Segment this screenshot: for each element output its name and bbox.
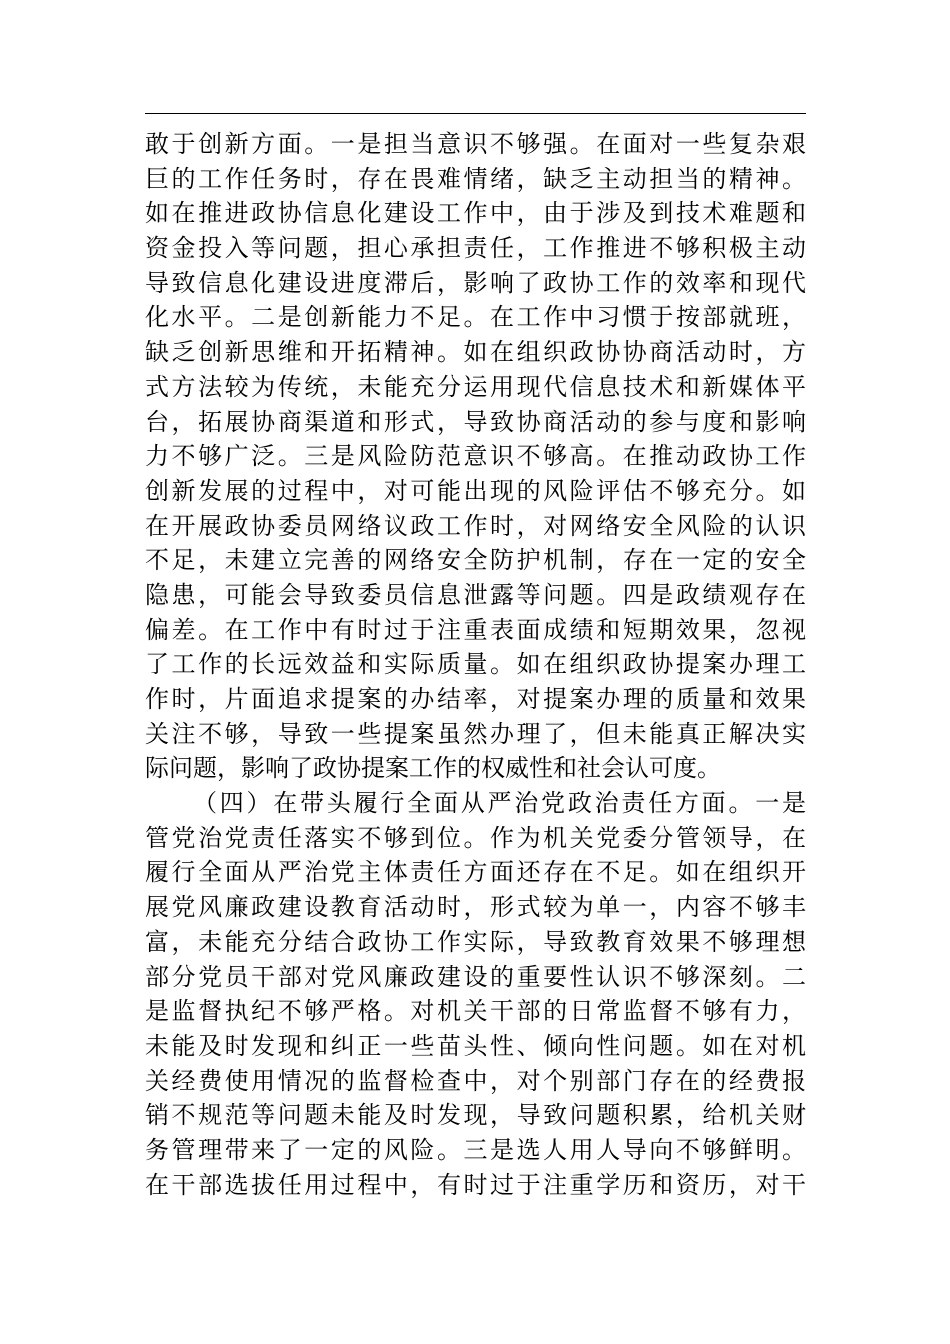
- text-line: 力不够广泛。三是风险防范意识不够高。在推动政协工作: [145, 442, 806, 471]
- text-line: 关注不够，导致一些提案虽然办理了，但未能真正解决实: [145, 719, 806, 748]
- header-rule: [145, 113, 806, 114]
- text-line: 偏差。在工作中有时过于注重表面成绩和短期效果，忽视: [145, 615, 806, 644]
- text-line: 未能及时发现和纠正一些苗头性、倾向性问题。如在对机: [145, 1031, 806, 1060]
- text-line: 展党风廉政建设教育活动时，形式较为单一，内容不够丰: [145, 893, 806, 922]
- text-line: 敢于创新方面。一是担当意识不够强。在面对一些复杂艰: [145, 130, 806, 158]
- text-line: 务管理带来了一定的风险。三是选人用人导向不够鲜明。: [145, 1135, 806, 1164]
- text-line: 销不规范等问题未能及时发现，导致问题积累，给机关财: [145, 1101, 806, 1130]
- text-line: 履行全面从严治党主体责任方面还存在不足。如在组织开: [145, 858, 806, 887]
- text-line: 部分党员干部对党风廉政建设的重要性认识不够深刻。二: [145, 962, 806, 991]
- text-line: 管党治党责任落实不够到位。作为机关党委分管领导，在: [145, 823, 806, 852]
- text-line: 导致信息化建设进度滞后，影响了政协工作的效率和现代: [145, 268, 806, 297]
- text-line: 隐患，可能会导致委员信息泄露等问题。四是政绩观存在: [145, 580, 806, 609]
- text-line: 资金投入等问题，担心承担责任，工作推进不够积极主动: [145, 234, 806, 263]
- text-line: 在开展政协委员网络议政工作时，对网络安全风险的认识: [145, 511, 806, 540]
- text-line: 化水平。二是创新能力不足。在工作中习惯于按部就班，: [145, 303, 806, 332]
- paragraph-end-line: 际问题，影响了政协提案工作的权威性和社会认可度。: [145, 754, 721, 783]
- text-line: 如在推进政协信息化建设工作中，由于涉及到技术难题和: [145, 199, 806, 228]
- section-heading-line: （四）在带头履行全面从严治党政治责任方面。一是: [193, 789, 806, 818]
- text-line: 关经费使用情况的监督检查中，对个别部门存在的经费报: [145, 1066, 806, 1095]
- text-line: 缺乏创新思维和开拓精神。如在组织政协协商活动时，方: [145, 338, 806, 367]
- text-line: 是监督执纪不够严格。对机关干部的日常监督不够有力，: [145, 997, 806, 1026]
- text-line: 式方法较为传统，未能充分运用现代信息技术和新媒体平: [145, 372, 806, 401]
- text-line: 作时，片面追求提案的办结率，对提案办理的质量和效果: [145, 685, 806, 713]
- text-line: 富，未能充分结合政协工作实际，导致教育效果不够理想: [145, 927, 806, 956]
- text-line: 在干部选拔任用过程中，有时过于注重学历和资历，对干: [145, 1170, 806, 1199]
- text-line: 不足，未建立完善的网络安全防护机制，存在一定的安全: [145, 546, 806, 575]
- text-line: 巨的工作任务时，存在畏难情绪，缺乏主动担当的精神。: [145, 164, 806, 193]
- text-line: 了工作的长远效益和实际质量。如在组织政协提案办理工: [145, 650, 806, 679]
- text-line: 台，拓展协商渠道和形式，导致协商活动的参与度和影响: [145, 407, 806, 436]
- body-text: [145, 127, 806, 1202]
- text-line: 创新发展的过程中，对可能出现的风险评估不够充分。如: [145, 476, 806, 505]
